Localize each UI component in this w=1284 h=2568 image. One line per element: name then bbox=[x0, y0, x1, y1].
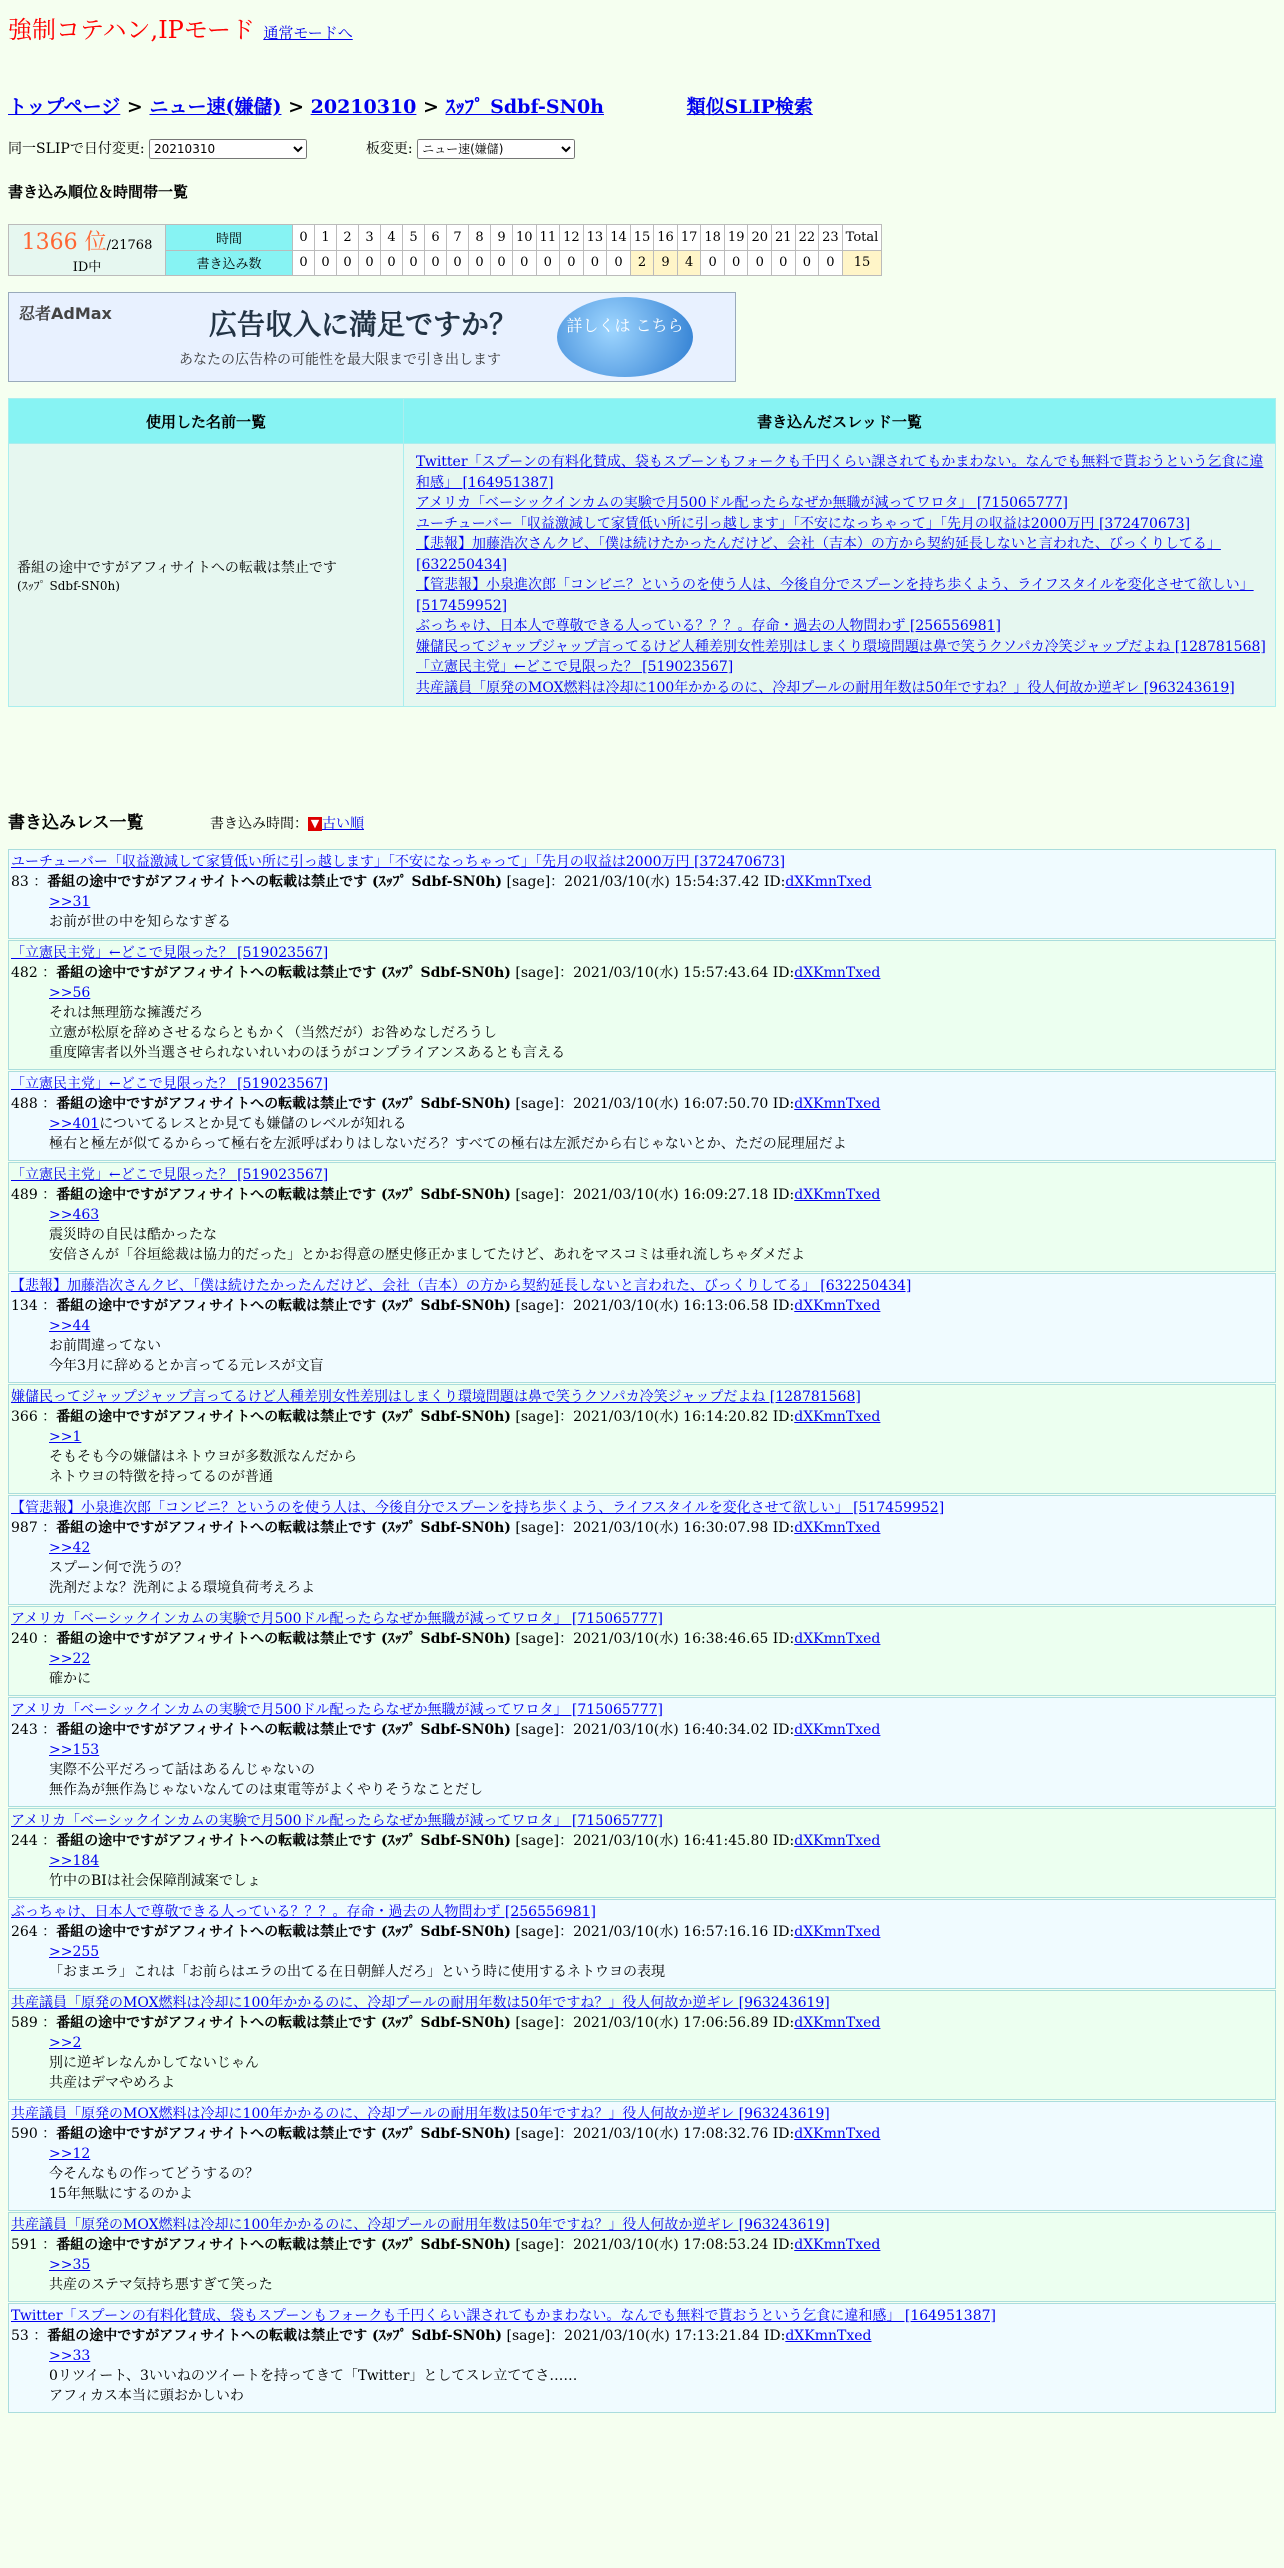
post-meta: 264 ：番組の途中ですがアフィサイトへの転載は禁止です (ｽｯﾌﾟ Sdbf-SN0h) [sage]：2021/03/10(水) 16:57:16.16 ID:dXKmnTxed bbox=[11, 1924, 881, 1940]
post-body bbox=[9, 1740, 1275, 1800]
post-author-name: 番組の途中ですがアフィサイトへの転載は禁止です (ｽｯﾌﾟ Sdbf-SN0h) bbox=[56, 1833, 511, 1849]
post-author-name: 番組の途中ですがアフィサイトへの転載は禁止です (ｽｯﾌﾟ Sdbf-SN0h) bbox=[56, 2237, 511, 2253]
posts-list bbox=[8, 849, 1276, 2414]
date-select[interactable] bbox=[149, 139, 307, 159]
thread-link[interactable]: 「立憲民主党」←どこで見限った？ [519023567] bbox=[416, 659, 734, 675]
thread-link[interactable]: Twitter「スプーンの有料化賛成、袋もスプーンもフォークも千円くらい課されてもかまわない。なんでも無料で貰おうという乞食に違和感」 [164951387] bbox=[416, 454, 1264, 491]
post-number: 134 bbox=[11, 1298, 38, 1314]
post-number: 987 bbox=[11, 1520, 38, 1536]
post-time-label: 書き込み時間： bbox=[209, 816, 308, 832]
hour-count: 0 bbox=[403, 250, 425, 276]
hour-header: 4 bbox=[381, 225, 403, 251]
post-id-link[interactable]: dXKmnTxed bbox=[794, 1631, 881, 1647]
rank-heading: 書き込み順位＆時間帯一覧 bbox=[8, 183, 189, 201]
post-meta: 53 ：番組の途中ですがアフィサイトへの転載は禁止です (ｽｯﾌﾟ Sdbf-SN0h) [sage]：2021/03/10(水) 17:13:21.84 ID:dXKmnTxed bbox=[11, 2328, 872, 2344]
reply-anchor-link[interactable]: >>31 bbox=[49, 894, 91, 910]
used-name-cell bbox=[9, 444, 404, 707]
hour-header: 0 bbox=[293, 225, 315, 251]
post-number: 482 bbox=[11, 965, 38, 981]
post-body bbox=[9, 1942, 1275, 1982]
post-date: [sage]：2021/03/10(水) 17:08:32.76 ID: bbox=[515, 2126, 795, 2142]
hour-count: 0 bbox=[701, 250, 725, 276]
thread-link[interactable]: ユーチューバー「収益激減して家賃低い所に引っ越します」「不安になっちゃって」「先月の収益は2000万円 [372470673] bbox=[416, 515, 1191, 532]
post-body bbox=[9, 2144, 1275, 2204]
post-thread-link[interactable]: アメリカ「ベーシックインカムの実験で月500ドル配ったらなぜか無職が減ってワロタ」 [715065777] bbox=[11, 1611, 664, 1627]
breadcrumb-slip[interactable]: ｽｯﾌﾟ Sdbf-SN0h bbox=[445, 96, 604, 118]
hour-header: 13 bbox=[583, 225, 607, 251]
ad-banner[interactable] bbox=[8, 292, 736, 382]
thread-list-cell bbox=[404, 444, 1276, 707]
post-author-name: 番組の途中ですがアフィサイトへの転載は禁止です (ｽｯﾌﾟ Sdbf-SN0h) bbox=[47, 2328, 503, 2344]
rank-cell bbox=[9, 225, 166, 276]
hour-count: 0 bbox=[337, 250, 359, 276]
post-thread-link[interactable]: 嫌儲民ってジャップジャップ言ってるけど人種差別女性差別はしまくり環境問題は鼻で笑うクソパカ冷笑ジャップだよね [128781568] bbox=[11, 1389, 861, 1405]
post-item bbox=[8, 940, 1276, 1070]
post-author-name: 番組の途中ですがアフィサイトへの転載は禁止です (ｽｯﾌﾟ Sdbf-SN0h) bbox=[56, 2126, 511, 2142]
post-item bbox=[8, 1990, 1276, 2100]
post-item bbox=[8, 1697, 1276, 1807]
thread-link[interactable]: 共産議員「原発のMOX燃料は冷却に100年かかるのに、冷却プールの耐用年数は50年ですね？」役人何故か逆ギレ [963243619] bbox=[416, 679, 1235, 696]
post-item bbox=[8, 849, 1276, 939]
post-id-link[interactable]: dXKmnTxed bbox=[794, 2237, 881, 2253]
reply-anchor-link[interactable]: >>1 bbox=[49, 1429, 82, 1445]
hour-count: 0 bbox=[315, 250, 337, 276]
post-id-link[interactable]: dXKmnTxed bbox=[794, 1298, 881, 1314]
breadcrumb-date[interactable]: 20210310 bbox=[310, 96, 417, 118]
post-line: 「おまエラ」これは「お前らはエラの出てる在日朝鮮人だろ」という時に使用するネトウヨの表現 bbox=[49, 1964, 665, 1980]
post-date: [sage]：2021/03/10(水) 17:06:56.89 ID: bbox=[515, 2015, 795, 2031]
hour-count: 0 bbox=[491, 250, 513, 276]
reply-anchor-link[interactable]: >>12 bbox=[49, 2146, 91, 2162]
post-thread-link[interactable]: Twitter「スプーンの有料化賛成、袋もスプーンもフォークも千円くらい課されてもかまわない。なんでも無料で貰おうという乞食に違和感」 [164951387] bbox=[11, 2308, 996, 2324]
reply-anchor-link[interactable]: >>22 bbox=[49, 1651, 91, 1667]
names-threads-table bbox=[8, 398, 1276, 707]
reply-anchor-link[interactable]: >>401 bbox=[49, 1116, 100, 1132]
post-line: 共産のステマ気持ち悪すぎて笑った bbox=[49, 2277, 273, 2293]
post-thread-link[interactable]: 「立憲民主党」←どこで見限った？ [519023567] bbox=[11, 1076, 329, 1092]
post-id-link[interactable]: dXKmnTxed bbox=[794, 1096, 881, 1112]
post-item bbox=[8, 1606, 1276, 1696]
post-body bbox=[9, 1427, 1275, 1487]
post-thread-link[interactable]: 共産議員「原発のMOX燃料は冷却に100年かかるのに、冷却プールの耐用年数は50年ですね？」役人何故か逆ギレ [963243619] bbox=[11, 2217, 830, 2233]
thread-link[interactable]: 【管悲報】小泉進次郎「コンビニ？というのを使う人は、今後自分でスプーンを持ち歩くよう、ライフスタイルを変化させて欲しい」 [517459952] bbox=[416, 577, 1254, 614]
post-item bbox=[8, 1162, 1276, 1272]
post-author-name: 番組の途中ですがアフィサイトへの転載は禁止です (ｽｯﾌﾟ Sdbf-SN0h) bbox=[56, 1924, 511, 1940]
post-author-name: 番組の途中ですがアフィサイトへの転載は禁止です (ｽｯﾌﾟ Sdbf-SN0h) bbox=[56, 1520, 511, 1536]
post-item bbox=[8, 1273, 1276, 1383]
post-meta: 489 ：番組の途中ですがアフィサイトへの転載は禁止です (ｽｯﾌﾟ Sdbf-SN0h) [sage]：2021/03/10(水) 16:09:27.18 ID:dXKmnTxed bbox=[11, 1187, 881, 1203]
post-body bbox=[9, 1316, 1275, 1376]
post-line: についてるレスとか見ても嫌儲のレベルが知れる bbox=[99, 1116, 407, 1132]
hour-header: 23 bbox=[819, 225, 843, 251]
total-count: 15 bbox=[842, 250, 882, 276]
post-body bbox=[9, 2346, 1275, 2406]
post-item bbox=[8, 2212, 1276, 2302]
hour-count: 4 bbox=[677, 250, 701, 276]
selectors bbox=[8, 138, 575, 159]
post-date: [sage]：2021/03/10(水) 17:08:53.24 ID: bbox=[515, 2237, 795, 2253]
reply-anchor-link[interactable]: >>184 bbox=[49, 1853, 100, 1869]
post-author-name: 番組の途中ですがアフィサイトへの転載は禁止です (ｽｯﾌﾟ Sdbf-SN0h) bbox=[56, 1298, 511, 1314]
names-column-header: 使用した名前一覧 bbox=[9, 399, 404, 444]
rank-total: /21768 ID中 bbox=[72, 238, 153, 275]
hour-header: 7 bbox=[447, 225, 469, 251]
ad-title: 広告収入に満足ですか？ bbox=[209, 308, 518, 341]
post-body bbox=[9, 1538, 1275, 1598]
post-id-link[interactable]: dXKmnTxed bbox=[794, 1409, 881, 1425]
hour-count: 0 bbox=[583, 250, 607, 276]
reply-anchor-link[interactable]: >>153 bbox=[49, 1742, 100, 1758]
post-meta: 240 ：番組の途中ですがアフィサイトへの転載は禁止です (ｽｯﾌﾟ Sdbf-SN0h) [sage]：2021/03/10(水) 16:38:46.65 ID:dXKmnTxed bbox=[11, 1631, 881, 1647]
post-line: 確かに bbox=[49, 1671, 91, 1687]
post-line: 0リツイート、3いいねのツイートを持ってきて「Twitter」としてスレ立ててさ…… bbox=[49, 2368, 578, 2384]
post-date: [sage]：2021/03/10(水) 16:57:16.16 ID: bbox=[515, 1924, 795, 1940]
ad-details-button[interactable]: 詳しくは こちら bbox=[557, 297, 693, 377]
post-number: 366 bbox=[11, 1409, 38, 1425]
post-item bbox=[8, 1899, 1276, 1989]
post-number: 83 bbox=[11, 874, 29, 890]
normal-mode-link[interactable]: 通常モードへ bbox=[263, 24, 353, 42]
hour-header: 14 bbox=[607, 225, 631, 251]
breadcrumb-board[interactable]: ニュー速(嫌儲) bbox=[149, 96, 282, 118]
reply-anchor-link[interactable]: >>44 bbox=[49, 1318, 91, 1334]
hour-count: 0 bbox=[607, 250, 631, 276]
post-line: 立憲が松原を辞めさせるならともかく（当然だが）お咎めなしだろうし bbox=[49, 1025, 497, 1041]
post-item bbox=[8, 1808, 1276, 1898]
post-meta: 590 ：番組の途中ですがアフィサイトへの転載は禁止です (ｽｯﾌﾟ Sdbf-SN0h) [sage]：2021/03/10(水) 17:08:32.76 ID:dXKmnTxed bbox=[11, 2126, 881, 2142]
post-number: 240 bbox=[11, 1631, 38, 1647]
hour-header: 11 bbox=[536, 225, 560, 251]
post-author-name: 番組の途中ですがアフィサイトへの転載は禁止です (ｽｯﾌﾟ Sdbf-SN0h) bbox=[47, 874, 503, 890]
hour-count: 0 bbox=[560, 250, 584, 276]
post-number: 591 bbox=[11, 2237, 38, 2253]
count-label: 書き込み数 bbox=[166, 250, 293, 276]
reply-anchor-link[interactable]: >>2 bbox=[49, 2035, 82, 2051]
hour-header: 17 bbox=[677, 225, 701, 251]
post-thread-link[interactable]: アメリカ「ベーシックインカムの実験で月500ドル配ったらなぜか無職が減ってワロタ」 [715065777] bbox=[11, 1813, 664, 1829]
post-date: [sage]：2021/03/10(水) 16:13:06.58 ID: bbox=[515, 1298, 795, 1314]
hour-header: 21 bbox=[772, 225, 796, 251]
post-thread-link[interactable]: 【悲報】加藤浩次さんクビ、「僕は続けたかったんだけど、会社（吉本）の方から契約延長しないと言われた、びっくりしてる」 [632250434] bbox=[11, 1278, 912, 1294]
hour-count: 0 bbox=[795, 250, 819, 276]
post-thread-link[interactable]: 【管悲報】小泉進次郎「コンビニ？というのを使う人は、今後自分でスプーンを持ち歩くよう、ライフスタイルを変化させて欲しい」 [517459952] bbox=[11, 1500, 945, 1516]
breadcrumb bbox=[8, 92, 813, 119]
hour-header: 2 bbox=[337, 225, 359, 251]
hour-count: 0 bbox=[536, 250, 560, 276]
hour-header: 1 bbox=[315, 225, 337, 251]
post-number: 488 bbox=[11, 1096, 38, 1112]
post-number: 590 bbox=[11, 2126, 38, 2142]
post-body bbox=[9, 2255, 1275, 2295]
rank-number: 1366 位 bbox=[21, 230, 107, 255]
used-trip: (ｽｯﾌﾟ Sdbf-SN0h) bbox=[17, 578, 120, 593]
time-label: 時間 bbox=[166, 225, 293, 251]
hour-count: 0 bbox=[819, 250, 843, 276]
post-author-name: 番組の途中ですがアフィサイトへの転載は禁止です (ｽｯﾌﾟ Sdbf-SN0h) bbox=[56, 1096, 511, 1112]
post-id-link[interactable]: dXKmnTxed bbox=[794, 1520, 881, 1536]
post-line: お前が世の中を知らなすぎる bbox=[49, 914, 231, 930]
post-line: 震災時の自民は酷かったな bbox=[49, 1227, 217, 1243]
hour-header: 20 bbox=[748, 225, 772, 251]
post-meta: 243 ：番組の途中ですがアフィサイトへの転載は禁止です (ｽｯﾌﾟ Sdbf-SN0h) [sage]：2021/03/10(水) 16:40:34.02 ID:dXKmnTxed bbox=[11, 1722, 881, 1738]
post-body bbox=[9, 1851, 1275, 1891]
post-body bbox=[9, 892, 1275, 932]
hour-count: 0 bbox=[469, 250, 491, 276]
ad-subtitle: あなたの広告枠の可能性を最大限まで引き出します bbox=[179, 352, 501, 368]
post-item bbox=[8, 1071, 1276, 1161]
threads-column-header: 書き込んだスレッド一覧 bbox=[404, 399, 1276, 444]
post-number: 489 bbox=[11, 1187, 38, 1203]
hour-header: 6 bbox=[425, 225, 447, 251]
post-id-link[interactable]: dXKmnTxed bbox=[794, 1187, 881, 1203]
post-item bbox=[8, 2303, 1276, 2413]
breadcrumb-sep: > bbox=[288, 96, 304, 118]
post-number: 264 bbox=[11, 1924, 38, 1940]
post-thread-link[interactable]: ぶっちゃけ、日本人で尊敬できる人っている？？？。存命・過去の人物問わず [256556981] bbox=[11, 1904, 596, 1920]
reply-anchor-link[interactable]: >>33 bbox=[49, 2348, 91, 2364]
post-id-link[interactable]: dXKmnTxed bbox=[794, 1833, 881, 1849]
post-author-name: 番組の途中ですがアフィサイトへの転載は禁止です (ｽｯﾌﾟ Sdbf-SN0h) bbox=[56, 1631, 511, 1647]
res-list-header bbox=[8, 808, 364, 833]
post-line: お前間違ってない bbox=[49, 1338, 161, 1354]
post-line: そもそも今の嫌儲はネトウヨが多数派なんだから bbox=[49, 1449, 357, 1465]
hour-count: 0 bbox=[381, 250, 403, 276]
post-item bbox=[8, 1495, 1276, 1605]
reply-anchor-link[interactable]: >>35 bbox=[49, 2257, 91, 2273]
post-line: 今年3月に辞めるとか言ってる元レスが文盲 bbox=[49, 1358, 324, 1374]
hour-header: 8 bbox=[469, 225, 491, 251]
post-body bbox=[9, 983, 1275, 1063]
thread-link[interactable]: 【悲報】加藤浩次さんクビ、「僕は続けたかったんだけど、会社（吉本）の方から契約延長しないと言われた、びっくりしてる」 [632250434] bbox=[416, 536, 1221, 573]
post-number: 243 bbox=[11, 1722, 38, 1738]
post-id-link[interactable]: dXKmnTxed bbox=[794, 1722, 881, 1738]
hour-header: 9 bbox=[491, 225, 513, 251]
reply-anchor-link[interactable]: >>463 bbox=[49, 1207, 100, 1223]
reply-anchor-link[interactable]: >>255 bbox=[49, 1944, 100, 1960]
hour-count: 0 bbox=[359, 250, 381, 276]
post-line: 15年無駄にするのかよ bbox=[49, 2186, 193, 2202]
sort-down-icon: ▼ bbox=[308, 817, 322, 831]
same-slip-date-label: 同一SLIPで日付変更: bbox=[8, 141, 145, 157]
post-meta: 591 ：番組の途中ですがアフィサイトへの転載は禁止です (ｽｯﾌﾟ Sdbf-SN0h) [sage]：2021/03/10(水) 17:08:53.24 ID:dXKmnTxed bbox=[11, 2237, 881, 2253]
post-date: [sage]：2021/03/10(水) 16:07:50.70 ID: bbox=[515, 1096, 795, 1112]
board-change-label: 板変更: bbox=[365, 141, 413, 157]
post-line: それは無理筋な擁護だろ bbox=[49, 1005, 203, 1021]
post-body bbox=[9, 1649, 1275, 1689]
mode-title: 強制コテハン,IPモード bbox=[8, 16, 255, 44]
thread-link[interactable]: ぶっちゃけ、日本人で尊敬できる人っている？？？。存命・過去の人物問わず [256556981] bbox=[416, 618, 1001, 634]
hour-header: 12 bbox=[560, 225, 584, 251]
hour-count: 0 bbox=[447, 250, 469, 276]
post-line: 極右と極左が似てるからって極右を左派呼ばわりはしないだろ？すべての極右は左派だから右じゃないとか、ただの屁理屈だよ bbox=[49, 1136, 847, 1152]
post-id-link[interactable]: dXKmnTxed bbox=[794, 2015, 881, 2031]
post-line: 重度障害者以外当選させられないれいわのほうがコンプライアンスあるとも言える bbox=[49, 1045, 566, 1061]
post-meta: 244 ：番組の途中ですがアフィサイトへの転載は禁止です (ｽｯﾌﾟ Sdbf-SN0h) [sage]：2021/03/10(水) 16:41:45.80 ID:dXKmnTxed bbox=[11, 1833, 881, 1849]
post-id-link[interactable]: dXKmnTxed bbox=[794, 2126, 881, 2142]
post-thread-link[interactable]: アメリカ「ベーシックインカムの実験で月500ドル配ったらなぜか無職が減ってワロタ」 [715065777] bbox=[11, 1702, 664, 1718]
hour-count: 0 bbox=[425, 250, 447, 276]
post-line: 別に逆ギレなんかしてないじゃん bbox=[49, 2055, 259, 2071]
post-thread-link[interactable]: 「立憲民主党」←どこで見限った？ [519023567] bbox=[11, 945, 329, 961]
post-line: スプーン何で洗うの？ bbox=[49, 1560, 189, 1576]
hour-count: 0 bbox=[513, 250, 537, 276]
hour-header: 19 bbox=[724, 225, 748, 251]
hour-count: 0 bbox=[748, 250, 772, 276]
hour-header: 22 bbox=[795, 225, 819, 251]
post-date: [sage]：2021/03/10(水) 16:41:45.80 ID: bbox=[515, 1833, 795, 1849]
post-author-name: 番組の途中ですがアフィサイトへの転載は禁止です (ｽｯﾌﾟ Sdbf-SN0h) bbox=[56, 1409, 511, 1425]
post-author-name: 番組の途中ですがアフィサイトへの転載は禁止です (ｽｯﾌﾟ Sdbf-SN0h) bbox=[56, 1187, 511, 1203]
post-date: [sage]：2021/03/10(水) 16:09:27.18 ID: bbox=[515, 1187, 795, 1203]
hour-header: 5 bbox=[403, 225, 425, 251]
post-thread-link[interactable]: 共産議員「原発のMOX燃料は冷却に100年かかるのに、冷却プールの耐用年数は50年ですね？」役人何故か逆ギレ [963243619] bbox=[11, 2106, 830, 2122]
post-item bbox=[8, 2101, 1276, 2211]
post-author-name: 番組の途中ですがアフィサイトへの転載は禁止です (ｽｯﾌﾟ Sdbf-SN0h) bbox=[56, 965, 511, 981]
hour-count: 2 bbox=[630, 250, 654, 276]
post-number: 589 bbox=[11, 2015, 38, 2031]
res-list-title: 書き込みレス一覧 bbox=[8, 813, 144, 833]
post-id-link[interactable]: dXKmnTxed bbox=[794, 965, 881, 981]
hour-count: 9 bbox=[654, 250, 678, 276]
hour-header: 15 bbox=[630, 225, 654, 251]
ad-logo: 忍者AdMax bbox=[19, 304, 112, 323]
post-date: [sage]：2021/03/10(水) 16:38:46.65 ID: bbox=[515, 1631, 795, 1647]
hour-count: 0 bbox=[772, 250, 796, 276]
post-meta: 134 ：番組の途中ですがアフィサイトへの転載は禁止です (ｽｯﾌﾟ Sdbf-SN0h) [sage]：2021/03/10(水) 16:13:06.58 ID:dXKmnTxed bbox=[11, 1298, 881, 1314]
breadcrumb-top[interactable]: トップページ bbox=[8, 96, 121, 118]
post-line: 無作為が無作為じゃないなんてのは東電等がよくやりそうなことだし bbox=[49, 1782, 483, 1798]
post-date: [sage]：2021/03/10(水) 15:54:37.42 ID: bbox=[506, 874, 786, 890]
mode-header bbox=[8, 10, 353, 45]
post-meta: 488 ：番組の途中ですがアフィサイトへの転載は禁止です (ｽｯﾌﾟ Sdbf-SN0h) [sage]：2021/03/10(水) 16:07:50.70 ID:dXKmnTxed bbox=[11, 1096, 881, 1112]
post-line: 竹中のBIは社会保障削減案でしょ bbox=[49, 1873, 261, 1889]
post-line: ネトウヨの特徴を持ってるのが普通 bbox=[49, 1469, 273, 1485]
post-thread-link[interactable]: ユーチューバー「収益激減して家賃低い所に引っ越します」「不安になっちゃって」「先月の収益は2000万円 [372470673] bbox=[11, 854, 786, 870]
sort-oldest-link[interactable]: 古い順 bbox=[321, 816, 364, 832]
post-body bbox=[9, 2033, 1275, 2093]
post-line: 今そんなもの作ってどうするの？ bbox=[49, 2166, 259, 2182]
post-date: [sage]：2021/03/10(水) 16:40:34.02 ID: bbox=[515, 1722, 795, 1738]
post-line: 共産はデマやめろよ bbox=[49, 2075, 175, 2091]
reply-anchor-link[interactable]: >>56 bbox=[49, 985, 91, 1001]
post-id-link[interactable]: dXKmnTxed bbox=[794, 1924, 881, 1940]
post-meta: 589 ：番組の途中ですがアフィサイトへの転載は禁止です (ｽｯﾌﾟ Sdbf-SN0h) [sage]：2021/03/10(水) 17:06:56.89 ID:dXKmnTxed bbox=[11, 2015, 881, 2031]
post-line: 安倍さんが「谷垣総裁は協力的だった」とかお得意の歴史修正かましてたけど、あれをマスコミは垂れ流しちゃダメだよ bbox=[49, 1247, 805, 1263]
post-date: [sage]：2021/03/10(水) 17:13:21.84 ID: bbox=[506, 2328, 786, 2344]
hour-header: 3 bbox=[359, 225, 381, 251]
post-line: 実際不公平だろって話はあるんじゃないの bbox=[49, 1762, 315, 1778]
thread-link[interactable]: 嫌儲民ってジャップジャップ言ってるけど人種差別女性差別はしまくり環境問題は鼻で笑うクソパカ冷笑ジャップだよね [128781568] bbox=[416, 638, 1266, 655]
hour-count: 0 bbox=[293, 250, 315, 276]
breadcrumb-sep: > bbox=[423, 96, 439, 118]
post-item bbox=[8, 1384, 1276, 1494]
post-number: 244 bbox=[11, 1833, 38, 1849]
post-id-link[interactable]: dXKmnTxed bbox=[785, 874, 872, 890]
rank-table bbox=[8, 224, 882, 276]
post-date: [sage]：2021/03/10(水) 16:30:07.98 ID: bbox=[515, 1520, 795, 1536]
reply-anchor-link[interactable]: >>42 bbox=[49, 1540, 91, 1556]
post-number: 53 bbox=[11, 2328, 29, 2344]
post-meta: 83 ：番組の途中ですがアフィサイトへの転載は禁止です (ｽｯﾌﾟ Sdbf-SN0h) [sage]：2021/03/10(水) 15:54:37.42 ID:dXKmnTxed bbox=[11, 874, 872, 890]
post-line: アフィカス本当に頭おかしいわ bbox=[49, 2388, 244, 2404]
hour-header: 10 bbox=[513, 225, 537, 251]
post-date: [sage]：2021/03/10(水) 15:57:43.64 ID: bbox=[515, 965, 795, 981]
post-author-name: 番組の途中ですがアフィサイトへの転載は禁止です (ｽｯﾌﾟ Sdbf-SN0h) bbox=[56, 2015, 511, 2031]
breadcrumb-sep: > bbox=[126, 96, 143, 118]
thread-link[interactable]: アメリカ「ベーシックインカムの実験で月500ドル配ったらなぜか無職が減ってワロタ」 [715065777] bbox=[416, 495, 1069, 511]
post-id-link[interactable]: dXKmnTxed bbox=[785, 2328, 872, 2344]
total-header: Total bbox=[842, 225, 882, 251]
board-select[interactable] bbox=[417, 139, 575, 159]
post-body bbox=[9, 1205, 1275, 1265]
similar-slip-search-link[interactable]: 類似SLIP検索 bbox=[686, 96, 813, 118]
hour-header: 16 bbox=[654, 225, 678, 251]
post-meta: 482 ：番組の途中ですがアフィサイトへの転載は禁止です (ｽｯﾌﾟ Sdbf-SN0h) [sage]：2021/03/10(水) 15:57:43.64 ID:dXKmnTxed bbox=[11, 965, 881, 981]
hour-header: 18 bbox=[701, 225, 725, 251]
post-body bbox=[9, 1114, 1275, 1154]
post-line: 洗剤だよな？洗剤による環境負荷考えろよ bbox=[49, 1580, 315, 1596]
post-date: [sage]：2021/03/10(水) 16:14:20.82 ID: bbox=[515, 1409, 795, 1425]
used-name: 番組の途中ですがアフィサイトへの転載は禁止です bbox=[17, 559, 337, 576]
post-thread-link[interactable]: 「立憲民主党」←どこで見限った？ [519023567] bbox=[11, 1167, 329, 1183]
post-meta: 987 ：番組の途中ですがアフィサイトへの転載は禁止です (ｽｯﾌﾟ Sdbf-SN0h) [sage]：2021/03/10(水) 16:30:07.98 ID:dXKmnTxed bbox=[11, 1520, 881, 1536]
post-thread-link[interactable]: 共産議員「原発のMOX燃料は冷却に100年かかるのに、冷却プールの耐用年数は50年ですね？」役人何故か逆ギレ [963243619] bbox=[11, 1995, 830, 2011]
post-author-name: 番組の途中ですがアフィサイトへの転載は禁止です (ｽｯﾌﾟ Sdbf-SN0h) bbox=[56, 1722, 511, 1738]
post-meta: 366 ：番組の途中ですがアフィサイトへの転載は禁止です (ｽｯﾌﾟ Sdbf-SN0h) [sage]：2021/03/10(水) 16:14:20.82 ID:dXKmnTxed bbox=[11, 1409, 881, 1425]
hour-count: 0 bbox=[724, 250, 748, 276]
